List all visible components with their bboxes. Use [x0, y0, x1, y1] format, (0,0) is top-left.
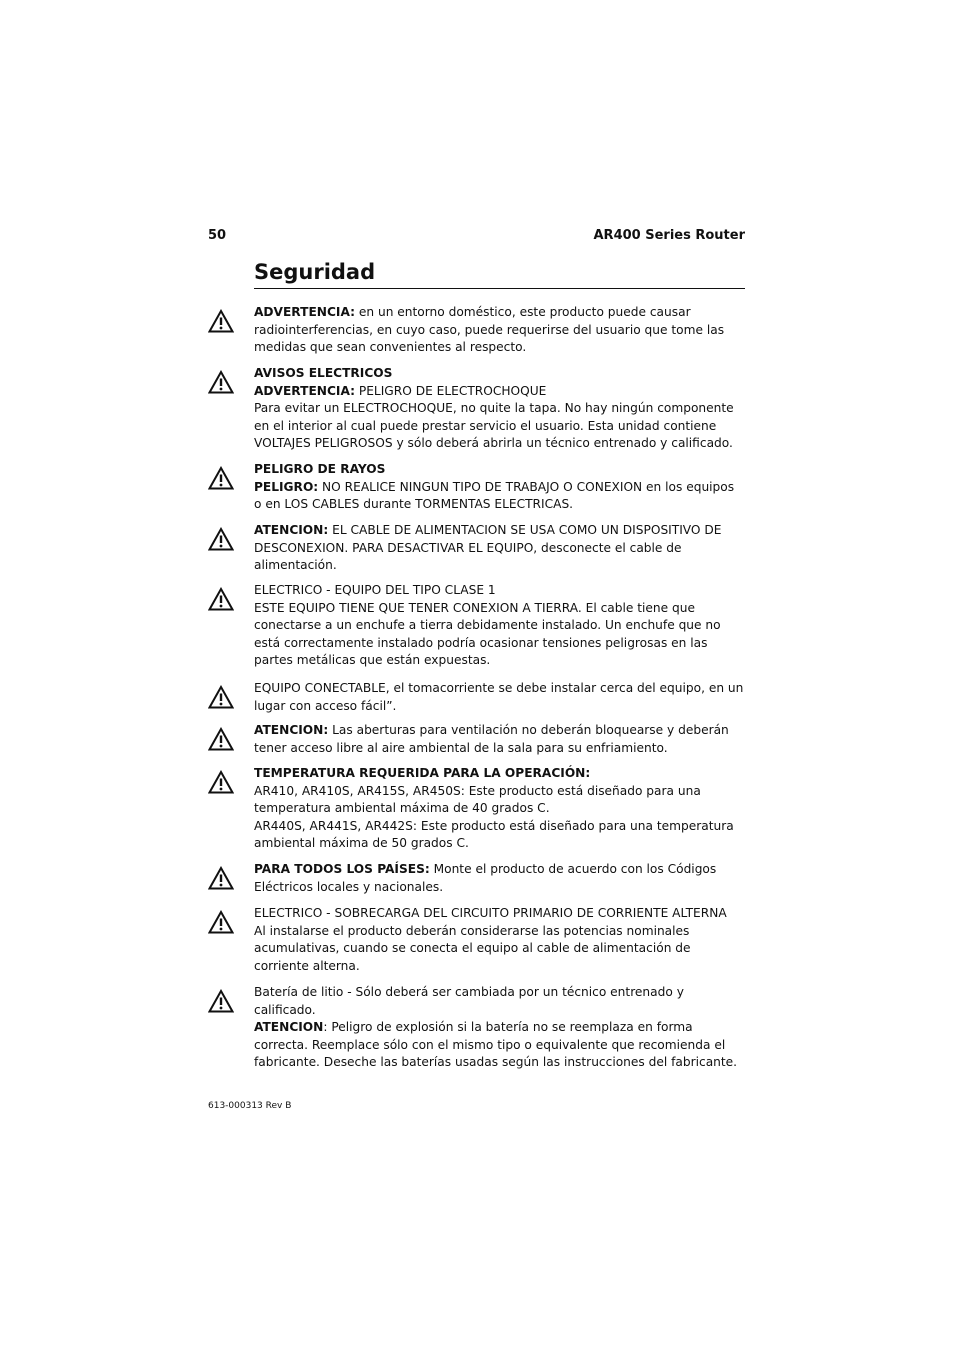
page-header	[208, 228, 745, 246]
warning-text	[254, 722, 745, 757]
warning-body: ESTE EQUIPO TIENE QUE TENER CONEXION A TIERRA. El cable tiene que conectarse a un enchufe a tierra debidamente instalado. Un enchufe que no está correctamente instalado podría ocasionar tensiones peligrosas en las partes metálicas que están expuestas.	[254, 600, 721, 668]
warning-body: Batería de litio - Sólo deberá ser cambiada por un técnico entrenado y calificado.	[254, 985, 684, 1017]
footer-doc-number: 613-000313 Rev B	[208, 1101, 292, 1111]
warning-text	[254, 765, 745, 853]
warning-body: AR410, AR410S, AR415S, AR450S: Este producto está diseñado para una temperatura ambiental máxima de 40 grados C.	[254, 783, 701, 816]
warning-text	[254, 680, 745, 715]
warning-text	[254, 984, 745, 1072]
warning-line	[254, 304, 745, 357]
warning-body: PELIGRO DE ELECTROCHOQUE	[355, 383, 547, 398]
warning-triangle-icon	[208, 309, 234, 333]
warning-line	[254, 479, 745, 514]
warning-body: Al instalarse el producto deberán considerarse las potencias nominales acumulativas, cuando se conecta el equipo al cable de alimentación de corriente alterna.	[254, 923, 691, 973]
warning-text	[254, 461, 745, 514]
warning-line	[254, 1019, 745, 1072]
warning-text	[254, 304, 745, 357]
warning-label: ATENCION:	[254, 723, 329, 737]
warning-triangle-icon	[208, 527, 234, 551]
warning-line	[254, 522, 745, 575]
warning-line	[254, 680, 745, 715]
warning-label: ATENCION	[254, 1020, 324, 1035]
warning-triangle-icon	[208, 587, 234, 611]
warning-label: PELIGRO DE RAYOS	[254, 462, 386, 476]
warning-body: AR440S, AR441S, AR442S: Este producto está diseñado para una temperatura ambiental máxima de 50 grados C.	[254, 818, 734, 851]
warning-body: ELECTRICO - SOBRECARGA DEL CIRCUITO PRIMARIO DE CORRIENTE ALTERNA	[254, 906, 727, 920]
warning-label: ADVERTENCIA:	[254, 383, 355, 398]
warning-body: EL CABLE DE ALIMENTACION SE USA COMO UN DISPOSITIVO DE DESCONEXION. PARA DESACTIVAR EL EQUIPO, desconecte el cable de alimentación.	[254, 523, 722, 573]
warning-body: en un entorno doméstico, este producto puede causar radiointerferencias, en cuyo caso, puede requerirse del usuario que tome las medidas que sean convenientes al respecto.	[254, 305, 725, 355]
warning-line	[254, 461, 745, 479]
warning-body: : Peligro de explosión si la batería no se reemplaza en forma correcta. Reemplace sólo con el mismo tipo o equivalente que recomienda el fabricante. Deseche las baterías usadas según las instrucciones del fabricante.	[254, 1020, 738, 1070]
warning-body: NO REALICE NINGUN TIPO DE TRABAJO O CONEXION en los equipos o en LOS CABLES durante TORMENTAS ELECTRICAS.	[254, 479, 735, 512]
warning-triangle-icon	[208, 727, 234, 751]
warning-triangle-icon	[208, 989, 234, 1013]
warning-line	[254, 383, 745, 401]
warning-line	[254, 400, 745, 453]
warning-triangle-icon	[208, 770, 234, 794]
warning-text	[254, 365, 745, 453]
warning-line	[254, 722, 745, 757]
warning-text	[254, 522, 745, 575]
warning-line	[254, 765, 745, 783]
page-number: 50	[208, 228, 227, 243]
warning-line	[254, 582, 745, 600]
warning-triangle-icon	[208, 466, 234, 490]
warning-line	[254, 984, 745, 1019]
warning-triangle-icon	[208, 910, 234, 934]
warning-triangle-icon	[208, 370, 234, 394]
warning-line	[254, 923, 745, 976]
warning-triangle-icon	[208, 866, 234, 890]
warning-body: Para evitar un ELECTROCHOQUE, no quite la tapa. No hay ningún componente en el interior al cual puede prestar servicio el usuario. Esta unidad contiene VOLTAJES PELIGROSOS y sólo deberá abrirla un técnico entrenado y calificado.	[254, 401, 734, 451]
warning-line	[254, 783, 745, 818]
warning-line	[254, 818, 745, 853]
warning-text	[254, 582, 745, 670]
warning-line	[254, 861, 745, 896]
warning-body: ELECTRICO - EQUIPO DEL TIPO CLASE 1	[254, 583, 496, 597]
warning-label: AVISOS ELECTRICOS	[254, 366, 393, 380]
warning-label: PELIGRO:	[254, 479, 319, 494]
warning-body: EQUIPO CONECTABLE, el tomacorriente se debe instalar cerca del equipo, en un lugar con acceso fácil”.	[254, 681, 744, 713]
warning-text	[254, 861, 745, 896]
warning-text	[254, 905, 745, 975]
warning-body: Monte el producto de acuerdo con los Códigos Eléctricos locales y nacionales.	[254, 862, 717, 894]
warning-label: PARA TODOS LOS PAÍSES:	[254, 862, 430, 876]
warning-line	[254, 905, 745, 923]
warning-label: TEMPERATURA REQUERIDA PARA LA OPERACIÓN:	[254, 766, 591, 780]
document-title: AR400 Series Router	[593, 228, 745, 243]
warning-body: Las aberturas para ventilación no deberán bloquearse y deberán tener acceso libre al aire ambiental de la sala para su enfriamiento.	[254, 723, 729, 755]
warning-label: ADVERTENCIA:	[254, 305, 355, 319]
warning-triangle-icon	[208, 685, 234, 709]
section-title: Seguridad	[254, 258, 745, 289]
warning-line	[254, 365, 745, 383]
warning-label: ATENCION:	[254, 523, 329, 537]
warning-line	[254, 600, 745, 670]
